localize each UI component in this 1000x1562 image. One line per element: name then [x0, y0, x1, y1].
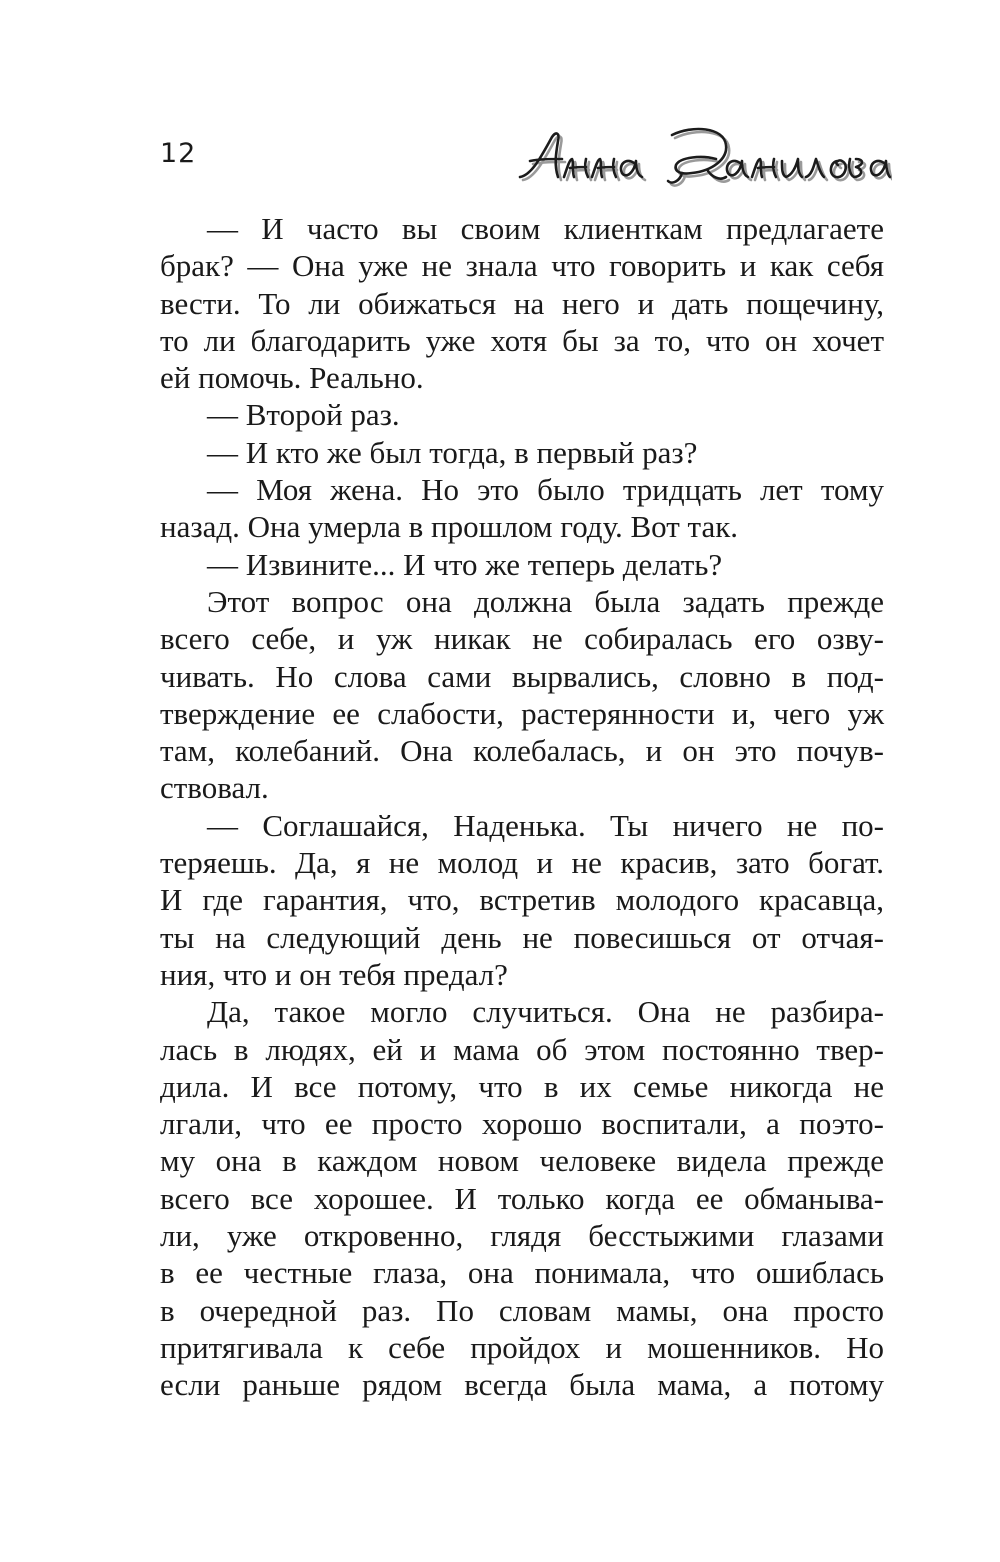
text-line: — Второй раз.: [207, 397, 400, 433]
text-line: назад. Она умерла в прошлом году. Вот так.: [160, 509, 739, 545]
text-line: му она в каждом новом человеке видела прежде: [160, 1143, 884, 1179]
text-line: ты на следующий день не повесишься от отчая-: [160, 919, 884, 955]
text-line: брак? — Она уже не знала что говорить и как себя: [160, 248, 884, 284]
text-line: тверждение ее слабости, растерянности и, чего уж: [160, 695, 884, 731]
author-logo: [512, 115, 892, 195]
text-line: — Соглашайся, Наденька. Ты ничего не по-: [207, 807, 884, 843]
text-line: теряешь. Да, я не молод и не красив, зато богат.: [160, 845, 884, 881]
page-number: 12: [160, 138, 197, 169]
text-line: всего себе, и уж никак не собиралась его озву-: [160, 621, 884, 657]
text-line: дила. И все потому, что в их семье никогда не: [160, 1068, 884, 1104]
text-line: притягивала к себе пройдох и мошенников. Но: [160, 1329, 884, 1365]
author-logo-lettering: [512, 115, 892, 195]
text-line: Да, такое могло случиться. Она не разбира-: [207, 994, 884, 1030]
text-line: то ли благодарить уже хотя бы за то, что он хочет: [160, 322, 884, 358]
text-line: лгали, что ее просто хорошо воспитали, а поэто-: [160, 1106, 884, 1142]
text-line: всего все хорошее. И только когда ее обманыва-: [160, 1180, 884, 1216]
text-line: ей помочь. Реально.: [160, 360, 424, 396]
text-line: — Моя жена. Но это было тридцать лет тому: [207, 472, 884, 508]
text-line: ния, что и он тебя предал?: [160, 956, 508, 992]
text-line: если раньше рядом всегда была мама, а потому: [160, 1367, 884, 1403]
text-line: И где гарантия, что, встретив молодого красавца,: [160, 882, 884, 918]
text-line: в очередной раз. По словам мамы, она просто: [160, 1292, 884, 1328]
text-line: — Извините... И что же теперь делать?: [207, 546, 723, 582]
text-line: — И кто же был тогда, в первый раз?: [207, 434, 698, 470]
text-line: Этот вопрос она должна была задать прежде: [207, 583, 884, 619]
text-line: вести. То ли обижаться на него и дать пощечину,: [160, 285, 884, 321]
text-line: ствовал.: [160, 770, 269, 806]
text-line: лась в людях, ей и мама об этом постоянно твер-: [160, 1031, 884, 1067]
text-line: — И часто вы своим клиенткам предлагаете: [207, 211, 884, 246]
text-line: в ее честные глаза, она понимала, что ошиблась: [160, 1255, 884, 1291]
text-line: там, колебаний. Она колебалась, и он это почув-: [160, 733, 884, 769]
body-text: [160, 210, 884, 1404]
text-line: ли, уже откровенно, глядя бесстыжими глазами: [160, 1218, 884, 1254]
text-line: чивать. Но слова сами вырвались, словно в под-: [160, 658, 884, 694]
